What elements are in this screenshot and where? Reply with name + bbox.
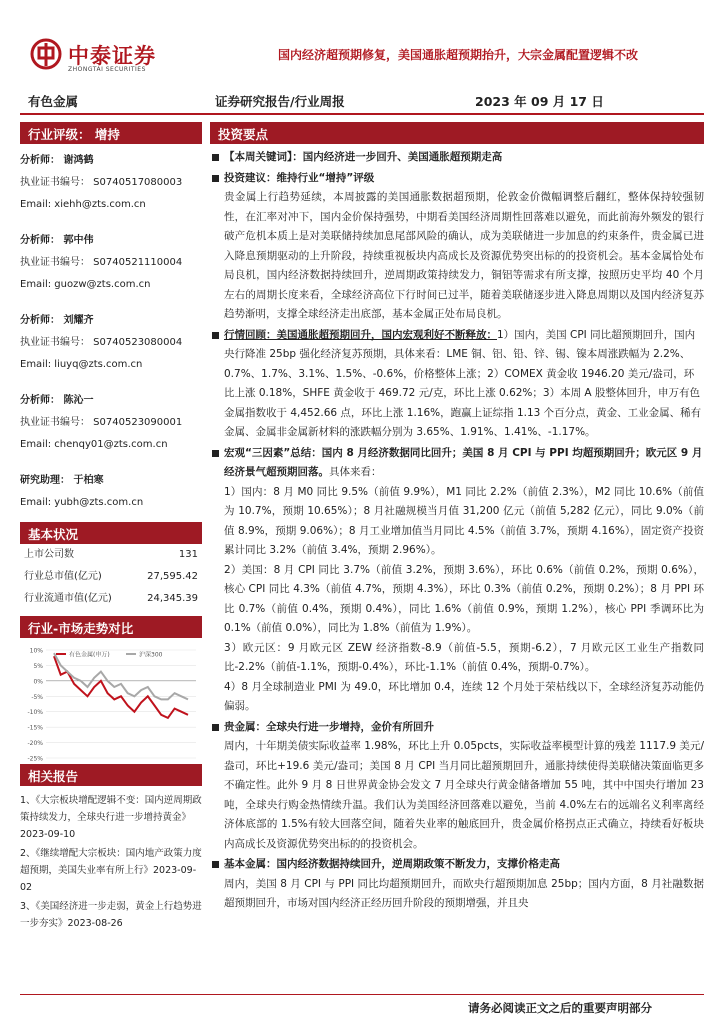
key-points-bar: 投资要点 [210,122,704,144]
header-divider [20,113,704,115]
assistant-email[interactable]: Email: yubh@zts.com.cn [20,497,144,508]
macro-item: 3）欧元区：9 月欧元区 ZEW 经济指数-8.9（前值-5.5，预期-6.2），7 月欧元区工业生产指数同比-2.2%（前值-1.1%，预期-0.4%），环比-1.1%（前值 0.4%，预期-0.7%）。 [224,641,704,673]
legend-label: 沪深300 [139,651,163,659]
basic-status [20,522,202,610]
analyst-cert: 执业证书编号： S0740517080003 [20,177,183,188]
analyst-email[interactable]: Email: liuyq@zts.com.cn [20,359,143,370]
logo-text-en: ZHONGTAI SECURITIES [68,66,146,73]
related-reports [20,792,202,932]
precious-text: 周内，十年期美债实际收益率 1.98%，环比上升 0.05pcts，实际收益率模型计算的残差 1117.9 美元/盎司，环比+19.6 美元/盎司；美国 8 月 CPI 当月同比超预期回升，通胀持续使得美联储决策面临更多不确定性。此外 9 月 8 日世界黄金协会发文 7 月全球央行黄金储备增加 55 吨，其中中国央行增加 23 吨，全球央行购金热情续升温。我们认为美国经济回落难以避免，当前 4.0%左右的远端名义利率离经济体底部的 1.5%有较大回落空间，随着失业率的触底回升，贵金属价格拐点正式确立，持续看好板块内高成长及资源优势突出标的的投资机会。 [224,740,704,850]
y-tick-label: -10% [27,709,43,717]
analyst-email[interactable]: Email: chenqy01@zts.com.cn [20,439,168,450]
legend-label: 有色金属(申万) [69,651,110,659]
subheader [20,92,704,112]
analyst-email[interactable]: Email: guozw@zts.com.cn [20,279,151,290]
y-tick-label: 10% [29,647,43,655]
report-link[interactable]: 1、《大宗板块增配逻辑不变：国内逆周期政策持续发力，全球央行进一步增持黄金》2023-09-10 [20,795,202,840]
report-type: 证券研究报告/行业周报 [215,94,345,109]
y-tick-label: -15% [27,724,43,732]
main-content [210,122,704,914]
base-text: 周内，美国 8 月 CPI 与 PPI 同比均超预期回升，而欧央行超预期加息 25bp；国内方面，8 月社融数据超预期回升，市场对国内经济正经历回升阶段的预期增强，并且央 [224,877,704,909]
rating-bar: 行业评级： 增持 [20,122,202,144]
report-link[interactable]: 2、《继续增配大宗板块：国内地产政策力度超预期，美国失业率有所上行》2023-09-02 [20,848,202,893]
y-tick-label: 5% [33,662,43,670]
trend-bar: 行业-市场走势对比 [20,616,202,638]
precious-title: 贵金属：全球央行进一步增持，金价有所回升 [210,718,704,738]
analyst-name: 分析师： 谢鸿鹤 [20,155,94,166]
y-tick-label: -5% [31,693,43,701]
report-headline: 国内经济超预期修复，美国通胀超预期抬升，大宗金属配置逻辑不改 [278,48,639,62]
macro-item: 1）国内：8 月 M0 同比 9.5%（前值 9.9%），M1 同比 2.2%（前值 2.3%），M2 同比 10.6%（前值为 10.7%，预期 10.65%）；8 月社融规模当月值 31,200 亿元（前值 5,282 亿元），同比 9.0%（前值 8.9%，预期 9.06%）；8 月工业增加值当月同比 4.5%（前值 3.7%，预期 4.16%），固定资产投资累计同比 3.2%（前值 3.4%，预期 2.96%）。 [224,485,704,556]
series-line [54,653,188,699]
y-tick-label: -20% [27,740,43,748]
stat-row: 行业流通市值(亿元) 24,345.39 [24,593,198,604]
macro-summary: 宏观“三因素”总结：国内 8 月经济数据同比回升；美国 8 月 CPI 与 PPI 均超预期回升；欧元区 9 月经济景气超预期回落。具体来看： [210,444,704,483]
macro-item: 2）美国：8 月 CPI 同比 3.7%（前值 3.2%，预期 3.6%），环比 0.6%（前值 0.2%，预期 0.6%），核心 CPI 同比 4.3%（前值 4.7%，预期 4.3%），环比 0.3%（前值 0.2%，预期 0.2%）；8 月 PPI 环比 0.7%（前值 0.4%，预期 0.4%），同比 1.6%（前值 0.9%，预期 1.2%），核心 PPI 季调环比为 0.1%（前值 0.0%），同比为 1.8%（前值为 1.9%）。 [224,563,704,634]
market-review: 行情回顾：美国通胀超预期回升，国内宏观利好不断释放：1）国内，美国 CPI 同比超预期回升，国内央行降准 25bp 强化经济复苏预期，具体来看：LME 铜、铝、铅、锌、锡、镍本周涨跌幅为 2.2%、0.7%、1.7%、3.1%、1.5%、-0.6%，价格整体上涨；2）COMEX 黄金收 1946.20 美元/盎司，环比上涨 0.18%，SHFE 黄金收于 469.72 元/克，环比上涨 0.62%；3）本周 A 股整体回升，申万有色金属指数收于 4,452.66 点，环比上涨 1.16%，跑赢上证综指 1.13 个百分点，黄金、工业金属、稀有金属、金属非金属新材料的涨跌幅分别为 3.65%、1.91%、1.41%、-1.17%。 [210,326,704,443]
analyst-cert: 执业证书编号： S0740523090001 [20,417,183,428]
y-tick-label: -25% [27,755,43,763]
stat-row: 上市公司数 131 [24,549,198,560]
macro-item: 4）8 月全球制造业 PMI 为 49.0，环比增加 0.4，连续 12 个月处于荣枯线以下，全球经济复苏动能仍偏弱。 [224,680,704,712]
report-date: 2023 年 09 月 17 日 [475,94,604,109]
left-sidebar [20,122,202,934]
company-logo-icon [30,38,62,70]
analyst-name: 分析师： 刘耀齐 [20,315,94,326]
analyst-name: 分析师： 陈沁一 [20,395,94,406]
sector-label: 有色金属 [28,94,79,109]
analyst-email[interactable]: Email: xiehh@zts.com.cn [20,199,146,210]
analyst-name: 分析师： 郭中伟 [20,235,94,246]
keyword-line: 【本周关键词】：国内经济进一步回升、美国通胀超预期走高 [210,148,704,168]
advice-title: 投资建议：维持行业“增持”评级 [210,169,704,189]
report-link[interactable]: 3、《美国经济进一步走弱，黄金上行趋势进一步夯实》2023-08-26 [20,901,202,929]
trend-chart [20,644,202,764]
logo-text-cn: 中泰证券 [68,44,156,68]
report-header [0,0,724,80]
assistant-name: 研究助理： 于柏寒 [20,475,104,486]
footer-divider [20,994,704,995]
base-title: 基本金属：国内经济数据持续回升，逆周期政策不断发力，支撑价格走高 [210,855,704,875]
stat-row: 行业总市值(亿元) 27,595.42 [24,571,198,582]
advice-text: 贵金属上行趋势延续，本周披露的美国通胀数据超预期，伦敦金价微幅调整后翻红，整体保持较强韧性，在汇率对冲下，国内金价保持强势，中期看美国经济周期性回落难以避免，而此前海外频发的银行破产危机本质上是对美联储持续加息尾部风险的确认，成为美联储进一步加息的约束条件，贵金属已进入降息预期驱动的上升阶段，持续重视板块内高成长及资源优势突出标的的投资机会。基本金属恰处布局良机，国内经济数据持续回升，逆周期政策持续发力，铜铝等需求有所支撑，按照历史平均 40 个月左右的周期长度来看，全球经济高位下行时间已过半，随着美联储逐步进入降息周期以及国内经济复苏趋势渐明，支撑全球经济走出底部，基本金属正处布局良机。 [224,191,704,320]
footer-disclaimer: 请务必阅读正文之后的重要声明部分 [468,1001,652,1015]
related-reports-bar: 相关报告 [20,764,202,786]
analyst-cert: 执业证书编号： S0740521110004 [20,257,183,268]
trend-chart-svg [20,644,202,764]
analyst-cert: 执业证书编号： S0740523080004 [20,337,183,348]
y-tick-label: 0% [33,678,43,686]
analyst-list [20,150,202,514]
basic-status-bar: 基本状况 [20,522,202,544]
